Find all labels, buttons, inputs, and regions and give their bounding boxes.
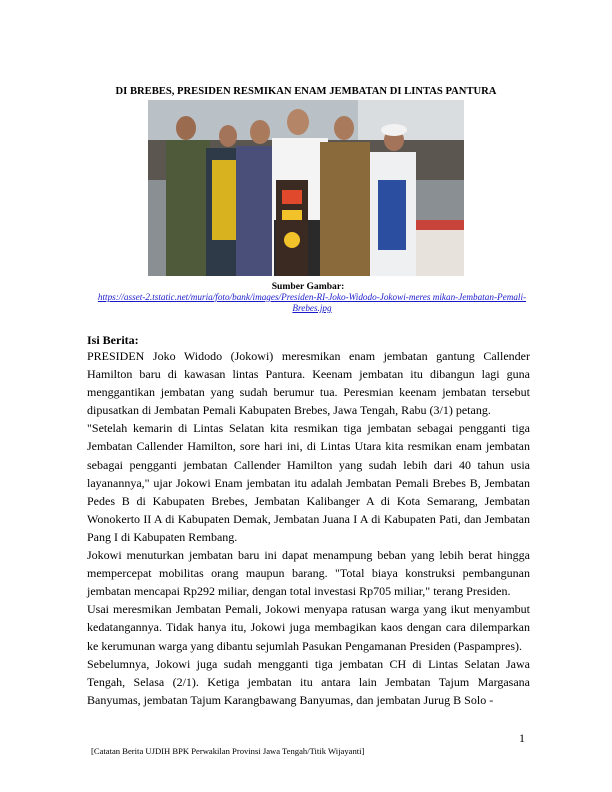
page-footer: [Catatan Berita UJDIH BPK Perwakilan Provinsi Jawa Tengah/Titik Wijayanti] <box>91 746 365 756</box>
page-number: 1 <box>519 731 525 745</box>
paragraph: Sebelumnya, Jokowi juga sudah mengganti tiga jembatan CH di Lintas Selatan Jawa Tengah, Selasa (2/1). Ketiga jembatan itu antara lain Jembatan Tajum Margasana Banyumas, jembatan Tajum Karangbawang Banyumas, dan jembatan Jurug B Solo - <box>87 656 530 707</box>
image-source-link[interactable]: https://asset-2.tstatic.net/muria/foto/bank/images/Presiden-RI-Joko-Widodo-Jokowi-meres mikan-Jembatan-Pemali-Brebes.jpg <box>97 292 527 313</box>
section-heading: Isi Berita: <box>87 333 139 347</box>
article-body <box>87 347 530 709</box>
paragraph: Jokowi menuturkan jembatan baru ini dapat menampung beban yang lebih berat hingga mempercepat mobilitas orang maupun barang. "Total biaya konstruksi pembangunan jembatan mencapai Rp292 miliar, dengan total investasi Rp705 miliar," terang Presiden. <box>87 548 530 599</box>
article-title: DI BREBES, PRESIDEN RESMIKAN ENAM JEMBATAN DI LINTAS PANTURA <box>115 86 497 97</box>
paragraph: PRESIDEN Joko Widodo (Jokowi) meresmikan enam jembatan gantung Callender Hamilton baru di kawasan lintas Pantura. Keenam jembatan itu dibangun lagi guna menggantikan jembatan yang sudah berumur tua. Peresmian keenam jembatan tersebut dipusatkan di Jembatan Pemali Kabupaten Brebes, Jawa Tengah, Rabu (3/1) petang. <box>87 349 530 418</box>
news-photo <box>148 100 464 276</box>
paragraph: Usai meresmikan Jembatan Pemali, Jokowi menyapa ratusan warga yang ikut menyambut kedatangannya. Tidak hanya itu, Jokowi juga membagikan kaos dengan cara dilemparkan ke kerumunan warga yang dibantu sejumlah Pasukan Pengamanan Presiden (Paspampres). <box>87 602 530 653</box>
image-source-label: Sumber Gambar: <box>271 281 345 292</box>
paragraph: "Setelah kemarin di Lintas Selatan kita resmikan tiga jembatan sebagai pengganti tiga Jembatan Callender Hamilton, sore hari ini, di Lintas Utara kita resmikan enam jembatan sebagai pengganti jembatan Callender Hamilton yang sudah lebih dari 40 tahun usia layanannya," ujar Jokowi Enam jembatan itu adalah Jembatan Pemali Brebes B, Jembatan Pedes B di Kabupaten Brebes, Jembatan Kalibanger A di Kota Semarang, Jembatan Wonokerto II A di Kabupaten Demak, Jembatan Juana I A di Kabupaten Pati, dan Jembatan Pang I di Kabupaten Rembang. <box>87 421 530 544</box>
